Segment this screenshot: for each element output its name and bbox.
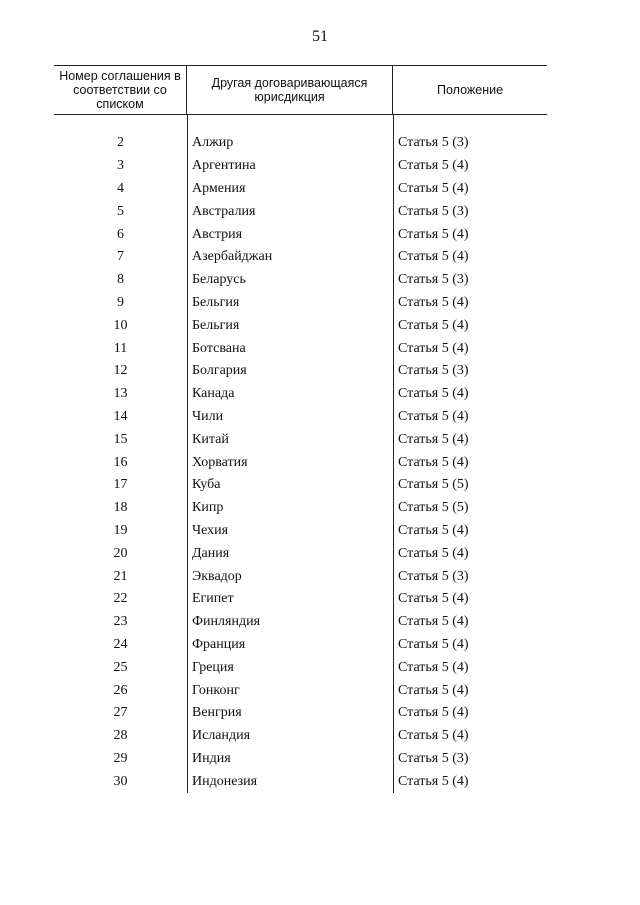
row-provision: Статья 5 (4): [398, 705, 469, 721]
row-jurisdiction: Эквадор: [192, 568, 242, 584]
table-row: [54, 292, 547, 315]
table-row: [54, 520, 547, 543]
table-row: [54, 702, 547, 725]
table-row: [54, 770, 547, 793]
row-number: 21: [113, 568, 128, 584]
row-provision: Статья 5 (4): [398, 158, 469, 174]
table-row: [54, 634, 547, 657]
row-provision: Статья 5 (3): [398, 363, 469, 379]
row-jurisdiction: Венгрия: [192, 705, 242, 721]
row-number: 25: [113, 659, 128, 675]
row-provision: Статья 5 (4): [398, 614, 469, 630]
table-row: [54, 611, 547, 634]
row-provision: Статья 5 (4): [398, 522, 469, 538]
row-provision: Статья 5 (4): [398, 591, 469, 607]
row-number: 13: [113, 386, 128, 402]
row-provision: Статья 5 (4): [398, 728, 469, 744]
table-row: [54, 178, 547, 201]
row-jurisdiction: Азербайджан: [192, 249, 273, 265]
table-row: [54, 406, 547, 429]
row-number: 14: [113, 408, 128, 424]
row-number: 19: [113, 522, 128, 538]
table-row: [54, 314, 547, 337]
row-jurisdiction: Греция: [192, 659, 234, 675]
row-jurisdiction: Гонконг: [192, 682, 240, 698]
row-jurisdiction: Ботсвана: [192, 340, 246, 356]
row-number: 4: [117, 180, 124, 196]
row-number: 5: [117, 203, 124, 219]
row-provision: Статья 5 (4): [398, 659, 469, 675]
row-provision: Статья 5 (3): [398, 135, 469, 151]
row-provision: Статья 5 (4): [398, 340, 469, 356]
row-provision: Статья 5 (4): [398, 682, 469, 698]
row-jurisdiction: Китай: [192, 431, 229, 447]
row-number: 20: [113, 545, 128, 561]
row-number: 27: [113, 705, 128, 721]
row-number: 24: [113, 636, 128, 652]
row-provision: Статья 5 (4): [398, 294, 469, 310]
row-number: 23: [113, 614, 128, 630]
row-number: 10: [113, 317, 128, 333]
row-number: 28: [113, 728, 128, 744]
row-provision: Статья 5 (4): [398, 431, 469, 447]
row-jurisdiction: Бельгия: [192, 294, 240, 310]
row-jurisdiction: Австралия: [192, 203, 256, 219]
row-provision: Статья 5 (5): [398, 500, 469, 516]
row-jurisdiction: Куба: [192, 477, 221, 493]
row-jurisdiction: Болгария: [192, 363, 247, 379]
row-number: 17: [113, 477, 128, 493]
row-number: 15: [113, 431, 128, 447]
row-number: 12: [113, 363, 128, 379]
row-number: 9: [117, 294, 124, 310]
table-row: [54, 200, 547, 223]
row-provision: Статья 5 (4): [398, 408, 469, 424]
table-row: [54, 656, 547, 679]
row-number: 3: [117, 158, 124, 174]
header-agreement-number: Номер соглашения в соответствии со списком: [54, 66, 187, 114]
row-provision: Статья 5 (3): [398, 750, 469, 766]
table-row: [54, 451, 547, 474]
row-jurisdiction: Беларусь: [192, 272, 246, 288]
row-jurisdiction: Кипр: [192, 500, 224, 516]
row-number: 16: [113, 454, 128, 470]
table-row: [54, 474, 547, 497]
row-jurisdiction: Чили: [192, 408, 224, 424]
table-row: [54, 497, 547, 520]
header-jurisdiction: Другая договаривающаяся юрисдикция: [187, 66, 393, 114]
row-provision: Статья 5 (4): [398, 180, 469, 196]
table-row: [54, 223, 547, 246]
row-jurisdiction: Индия: [192, 750, 231, 766]
row-provision: Статья 5 (4): [398, 317, 469, 333]
row-jurisdiction: Чехия: [192, 522, 229, 538]
row-jurisdiction: Армения: [192, 180, 246, 196]
row-number: 26: [113, 682, 128, 698]
row-jurisdiction: Аргентина: [192, 158, 256, 174]
table-row: [54, 246, 547, 269]
table-body: [54, 115, 547, 793]
row-number: 18: [113, 500, 128, 516]
row-jurisdiction: Финляндия: [192, 614, 261, 630]
row-provision: Статья 5 (3): [398, 203, 469, 219]
row-jurisdiction: Алжир: [192, 135, 234, 151]
table-row: [54, 269, 547, 292]
row-jurisdiction: Дания: [192, 545, 230, 561]
row-number: 2: [117, 135, 124, 151]
row-number: 22: [113, 591, 128, 607]
table-row: [54, 155, 547, 178]
row-provision: Статья 5 (4): [398, 773, 469, 789]
row-provision: Статья 5 (3): [398, 272, 469, 288]
row-jurisdiction: Индонезия: [192, 773, 258, 789]
table-row: [54, 565, 547, 588]
table-row: [54, 588, 547, 611]
row-jurisdiction: Египет: [192, 591, 234, 607]
row-number: 7: [117, 249, 124, 265]
header-provision: Положение: [436, 83, 504, 97]
row-provision: Статья 5 (4): [398, 636, 469, 652]
table-row: [54, 337, 547, 360]
row-provision: Статья 5 (4): [398, 545, 469, 561]
row-provision: Статья 5 (4): [398, 454, 469, 470]
row-provision: Статья 5 (4): [398, 226, 469, 242]
row-jurisdiction: Франция: [192, 636, 246, 652]
table-row: [54, 725, 547, 748]
table-header: [54, 65, 547, 115]
row-provision: Статья 5 (4): [398, 386, 469, 402]
table-row: [54, 383, 547, 406]
row-number: 8: [117, 272, 124, 288]
row-provision: Статья 5 (4): [398, 249, 469, 265]
table-row: [54, 679, 547, 702]
row-jurisdiction: Австрия: [192, 226, 243, 242]
table-row: [54, 360, 547, 383]
page-number: 51: [312, 28, 328, 45]
row-jurisdiction: Бельгия: [192, 317, 240, 333]
row-number: 6: [117, 226, 124, 242]
row-provision: Статья 5 (5): [398, 477, 469, 493]
table-row: [54, 428, 547, 451]
row-provision: Статья 5 (3): [398, 568, 469, 584]
table-row: [54, 132, 547, 155]
table-row: [54, 748, 547, 771]
row-jurisdiction: Хорватия: [192, 454, 248, 470]
row-number: 30: [113, 773, 128, 789]
row-number: 11: [113, 340, 128, 356]
row-jurisdiction: Канада: [192, 386, 235, 402]
row-number: 29: [113, 750, 128, 766]
agreements-table: [54, 65, 547, 793]
row-jurisdiction: Исландия: [192, 728, 251, 744]
table-row: [54, 542, 547, 565]
